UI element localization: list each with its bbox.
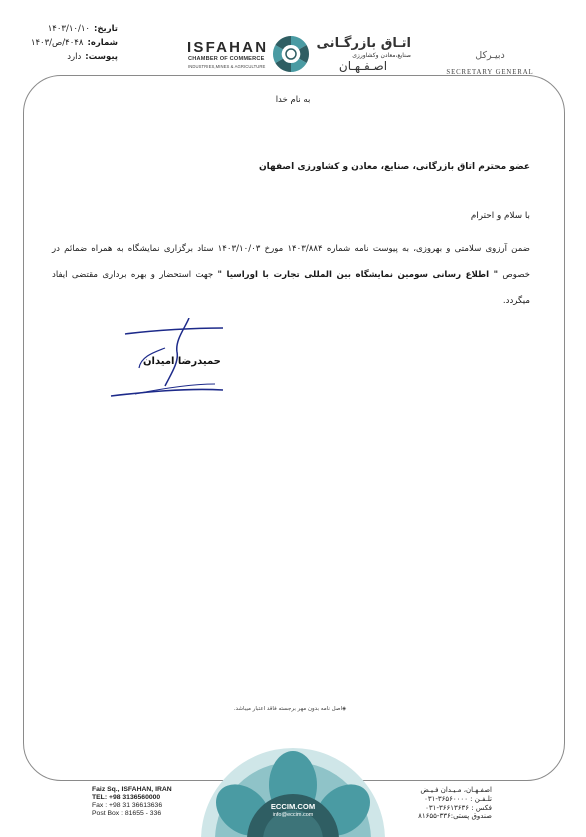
footer-web	[258, 802, 328, 818]
footer-email: info@eccim.com	[272, 812, 314, 818]
chamber-emblem-icon	[271, 34, 311, 74]
logo-en-subtitle: CHAMBER OF COMMERCE	[188, 56, 265, 62]
date-value: ۱۴۰۳/۱۰/۱۰	[47, 24, 90, 34]
addressee: عضو محترم اتاق بازرگانی، صنایع، معادن و کشاورزی اصفهان	[258, 162, 530, 172]
number-row	[6, 36, 118, 50]
logo-fa-subtitle: صنایع،معادن وکشاورزی	[352, 52, 411, 59]
attachment-row	[6, 50, 118, 64]
bismillah: به نام خدا	[275, 95, 311, 105]
body-part-1: ضمن آرزوی سلامتی و بهروزی، به پیوست نامه شماره ۱۴۰۳/۸۸۴ مورخ ۱۴۰۳/۱۰/۰۳ ستاد برگزاری نمایشگاه به همراه ضمائم در خصوص	[52, 244, 530, 280]
footnote-text: اصل نامه بدون مهر برجسته فاقد اعتبار میباشد.	[233, 706, 343, 712]
footer-en-tel: TEL: +98 3136560000	[92, 794, 161, 801]
letter-meta	[6, 22, 118, 64]
footer-fa-fax: فکس : ۳۶۶۱۳۶۳۶-۰۳۱	[425, 803, 492, 812]
number-label: شماره:	[87, 38, 118, 48]
logo-fa-name: اتـاق بازرگـانی	[316, 36, 411, 51]
date-row	[6, 22, 118, 36]
letter-body	[52, 236, 530, 314]
footer-en-pobox: Post Box : 81655 - 336	[92, 810, 162, 817]
letter-frame	[23, 75, 565, 781]
secretary-general-en: SECRETARY GENERAL	[446, 69, 534, 76]
date-label: تاریخ:	[94, 24, 118, 34]
footer-en-fax: Fax : +98 31 36613636	[92, 802, 163, 809]
logo-en-name: ISFAHAN	[187, 39, 269, 56]
number-value: ۴۰۴۸/ص/۱۴۰۳	[30, 38, 84, 48]
footer-fa-contact	[400, 786, 492, 821]
footer-fa-pobox: صندوق پستی:۳۳۶-۸۱۶۵۵	[418, 812, 492, 821]
body-part-2: جهت استحضار و بهره برداری مقتضی ایفاد میگردد.	[52, 270, 530, 306]
attachment-value: دارد	[67, 52, 82, 62]
logo-fa-city: اصـفـهـان	[338, 59, 388, 73]
attachment-label: پیوست:	[85, 52, 118, 62]
logo-en-subtitle-2: INDUSTRIES,MINES & AGRICULTURE	[188, 64, 266, 69]
footer-website: ECCIM.COM	[270, 802, 316, 811]
footer-rosette-icon	[0, 740, 586, 837]
signatory-name: حمیدرضا امیدان	[143, 356, 221, 367]
footer-en-address: Faiz Sq., ISFAHAN, IRAN	[92, 786, 172, 793]
footer-fa-address: اصفـهـان، مـیـدان فـیـض	[420, 786, 492, 794]
footnote: ◈اصل نامه بدون مهر برجسته فاقد اعتبار میباشد.	[233, 706, 347, 712]
signature-block	[105, 318, 235, 402]
secretary-general-fa: دبیـرکل	[475, 50, 505, 61]
footer-en-contact	[92, 786, 172, 818]
greeting: با سلام و احترام	[470, 211, 530, 221]
footer-fa-tel: تلـفـن : ۳۶۵۶۰۰۰۰-۰۳۱	[424, 794, 492, 803]
body-bold-subject: " اطلاع رسانی سومین نمایشگاه بین المللی تجارت با اوراسیا "	[217, 270, 499, 280]
